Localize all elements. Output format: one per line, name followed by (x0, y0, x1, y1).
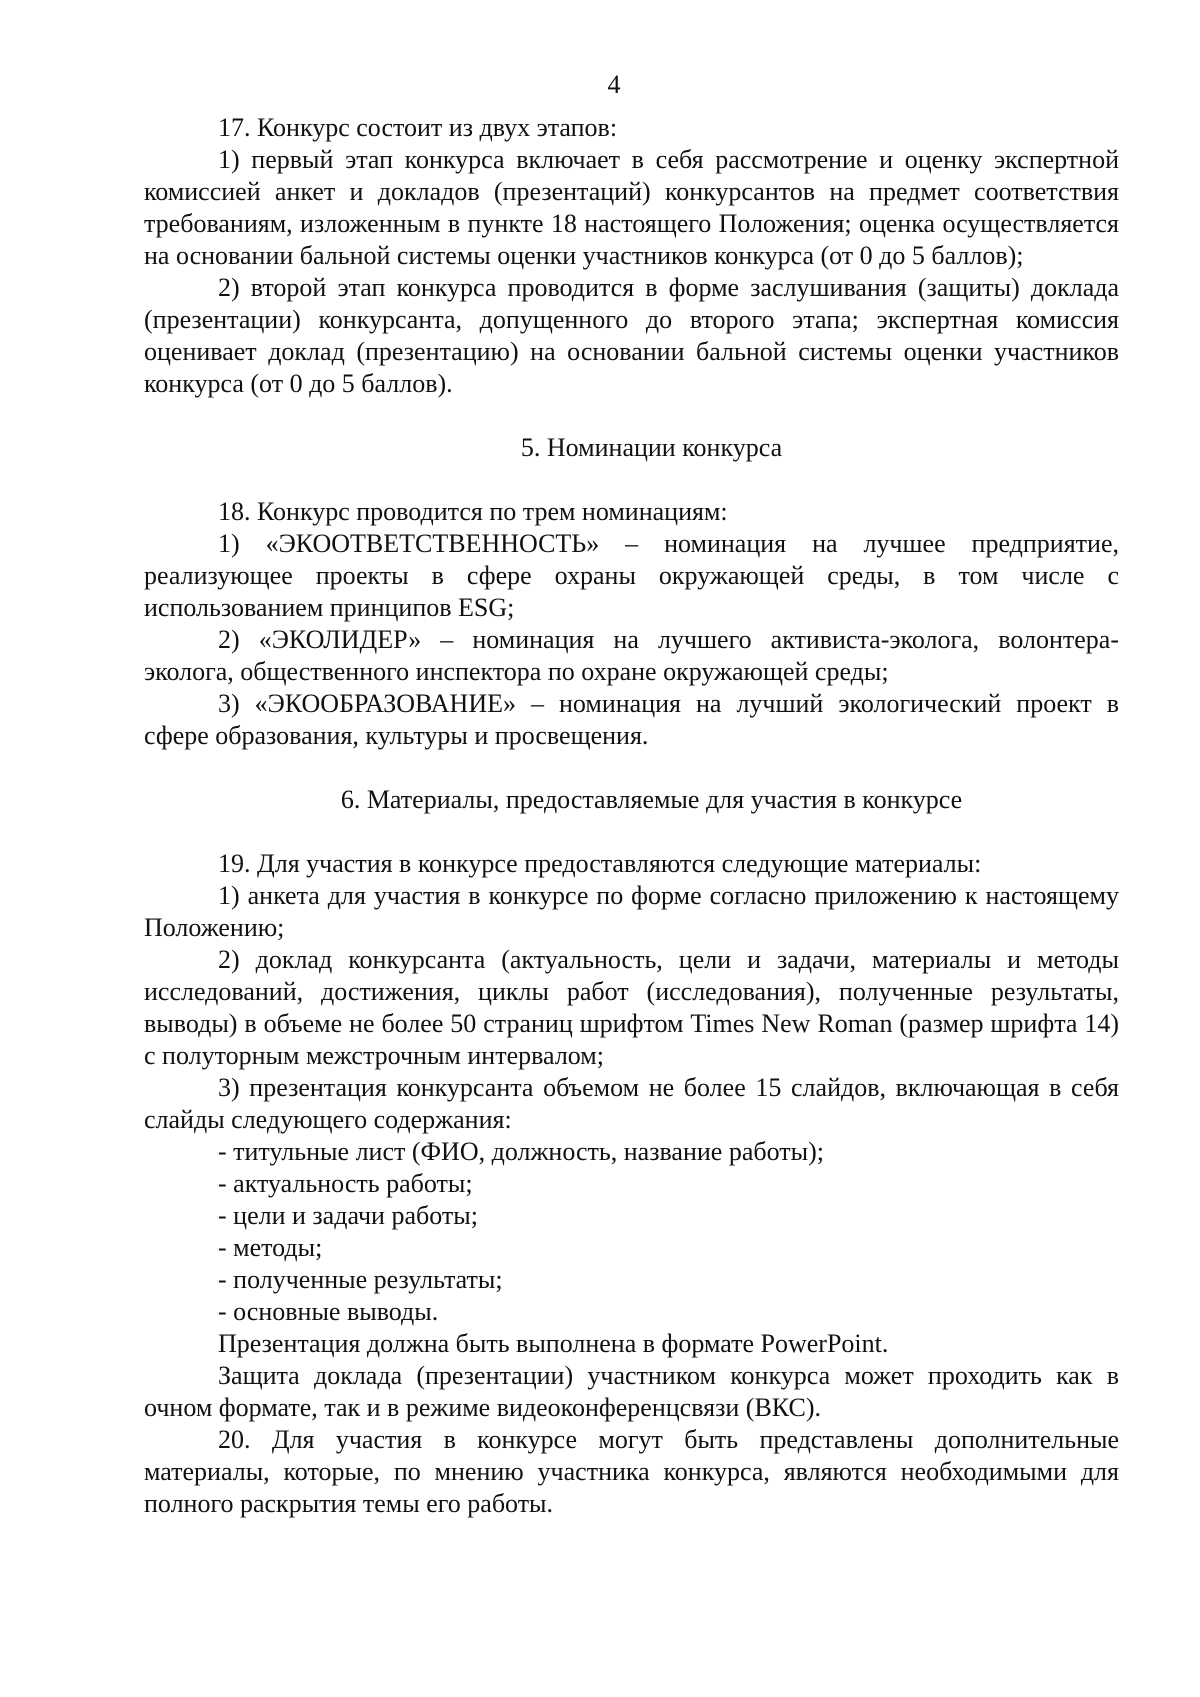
clause-19-item-1: 1) анкета для участия в конкурсе по форме согласно приложению к настоящему Положению; (144, 881, 1119, 942)
clause-18-item-3: 3) «ЭКООБРАЗОВАНИЕ» – номинация на лучший экологический проект в сфере образования, культуры и просвещения. (144, 689, 1119, 750)
slide-list-item: - цели и задачи работы; (218, 1201, 478, 1230)
section-5-heading: 5. Номинации конкурса (520, 433, 783, 462)
clause-20: 20. Для участия в конкурсе могут быть представлены дополнительные материалы, которые, по мнению участника конкурса, являются необходимыми для полного раскрытия темы его работы. (144, 1425, 1119, 1518)
clause-17-item-2: 2) второй этап конкурса проводится в форме заслушивания (защиты) доклада (презентации) конкурсанта, допущенного до второго этапа; экспертная комиссия оценивает доклад (презентацию) на основании бальной системы оценки участников конкурса (от 0 до 5 баллов). (144, 273, 1119, 398)
slide-list-item: - основные выводы. (218, 1297, 439, 1326)
slide-list-item: - титульные лист (ФИО, должность, название работы); (218, 1137, 824, 1166)
page-number: 4 (607, 70, 621, 99)
clause-19-item-3: 3) презентация конкурсанта объемом не более 15 слайдов, включающая в себя слайды следующего содержания: (144, 1073, 1119, 1134)
document-body (144, 112, 1119, 1520)
presentation-format-note: Презентация должна быть выполнена в формате PowerPoint. (218, 1329, 889, 1358)
clause-18-item-2: 2) «ЭКОЛИДЕР» – номинация на лучшего активиста-эколога, волонтера-эколога, общественного инспектора по охране окружающей среды; (144, 625, 1119, 686)
slide-list-item: - полученные результаты; (218, 1265, 503, 1294)
defense-format-note: Защита доклада (презентации) участником конкурса может проходить как в очном формате, так и в режиме видеоконференцсвязи (ВКС). (144, 1361, 1119, 1422)
slide-list-item: - методы; (218, 1233, 323, 1262)
slide-list-item: - актуальность работы; (218, 1169, 473, 1198)
clause-18: 18. Конкурс проводится по трем номинациям: (218, 497, 728, 526)
section-6-heading: 6. Материалы, предоставляемые для участия в конкурсе (340, 785, 963, 814)
clause-17-item-1: 1) первый этап конкурса включает в себя рассмотрение и оценку экспертной комиссией анкет и докладов (презентаций) конкурсантов на предмет соответствия требованиям, изложенным в пункте 18 настоящего Положения; оценка осуществляется на основании бальной системы оценки участников конкурса (от 0 до 5 баллов); (144, 145, 1119, 270)
clause-19-item-2: 2) доклад конкурсанта (актуальность, цели и задачи, материалы и методы исследований, достижения, циклы работ (исследования), полученные результаты, выводы) в объеме не более 50 страниц шрифтом Times New Roman (размер шрифта 14) с полуторным межстрочным интервалом; (144, 945, 1119, 1070)
clause-17: 17. Конкурс состоит из двух этапов: (218, 113, 618, 142)
clause-18-item-1: 1) «ЭКООТВЕТСТВЕННОСТЬ» – номинация на лучшее предприятие, реализующее проекты в сфере охраны окружающей среды, в том числе с использованием принципов ESG; (144, 529, 1119, 622)
clause-19: 19. Для участия в конкурсе предоставляются следующие материалы: (218, 849, 982, 878)
